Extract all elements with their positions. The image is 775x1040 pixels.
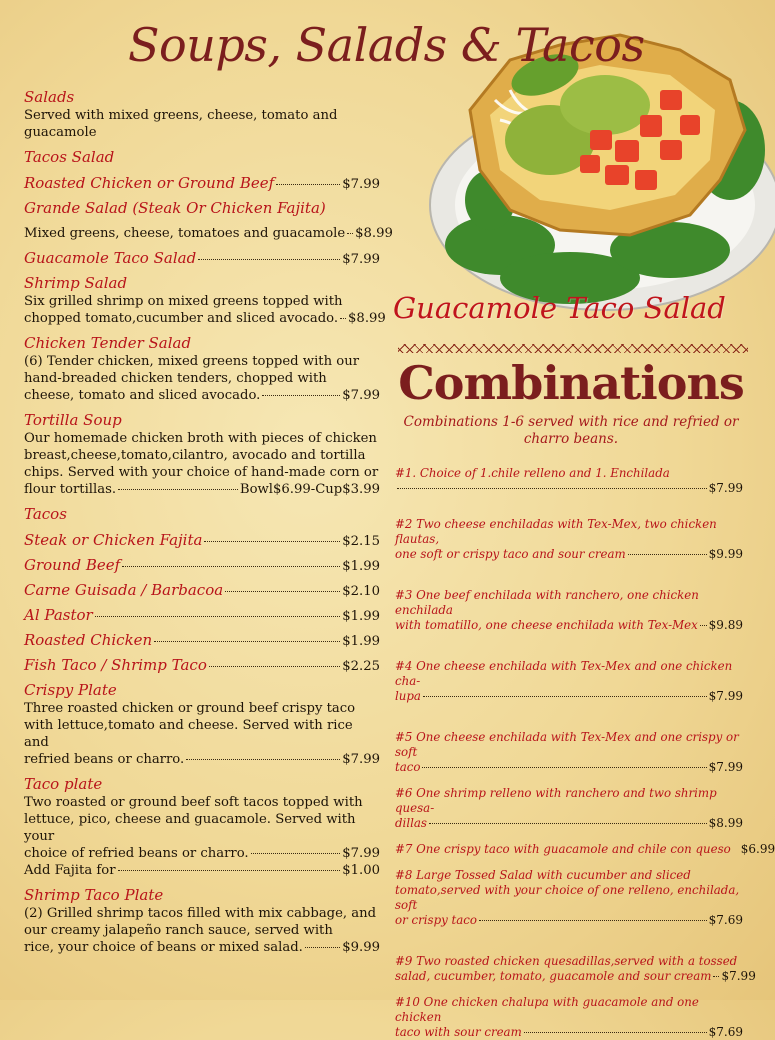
salads-section xyxy=(24,88,380,141)
item-name: Al Pastor xyxy=(24,606,93,624)
menu-row xyxy=(24,631,380,649)
item-price: $7.99 xyxy=(342,846,380,861)
menu-row xyxy=(24,751,380,768)
item-name: Roasted Chicken or Ground Beef xyxy=(24,174,275,192)
menu-row xyxy=(24,845,380,862)
menu-row xyxy=(24,606,380,624)
section-heading: Tacos Salad xyxy=(24,148,115,166)
item-description-last-line: flour tortillas. xyxy=(24,482,117,497)
combo-price: $7.69 xyxy=(708,913,743,927)
section-description: Our homemade chicken broth with pieces of chicken breast,cheese,tomato,cilantro, avocado and tortilla chips. Served with your choice of hand-made corn or xyxy=(24,431,379,480)
combo-last-line: with tomatillo, one cheese enchilada with Tex-Mex xyxy=(395,618,698,632)
left-menu-column xyxy=(24,88,393,963)
combo-text: #3 One beef enchilada with ranchero, one chicken enchilada xyxy=(395,588,699,617)
combo-last-line: salad, cucumber, tomato, guacamole and sour cream xyxy=(395,969,712,983)
item-price: $9.99 xyxy=(342,940,380,955)
combo-price: $6.99 xyxy=(740,842,775,856)
grande-salad-section xyxy=(24,199,380,218)
menu-row xyxy=(24,387,380,404)
item-price: Bowl$6.99-Cup$3.99 xyxy=(239,482,380,497)
tortilla-soup-section xyxy=(24,411,380,498)
combo-last-line: dillas xyxy=(395,816,427,830)
item-price: $8.99 xyxy=(348,311,386,326)
item-price: $1.99 xyxy=(342,609,380,624)
section-heading: Salads xyxy=(24,88,75,106)
combo-price: $8.99 xyxy=(708,816,743,830)
combo-item xyxy=(395,466,743,496)
menu-row xyxy=(24,656,380,674)
section-heading: Shrimp Taco Plate xyxy=(24,886,164,904)
item-name: Roasted Chicken xyxy=(24,631,153,649)
section-heading: Crispy Plate xyxy=(24,681,117,699)
item-price: $7.99 xyxy=(342,388,380,403)
item-price: $1.99 xyxy=(342,634,380,649)
section-description: Three roasted chicken or ground beef crispy taco with lettuce,tomato and cheese. Served with rice and xyxy=(24,701,356,750)
item-name: Mixed greens, cheese, tomatoes and guacamole xyxy=(24,226,346,241)
combo-last-line: taco with sour cream xyxy=(395,1025,522,1039)
section-heading: Chicken Tender Salad xyxy=(24,334,192,352)
combo-text: #9 Two roasted chicken quesadillas,served with a tossed xyxy=(395,954,738,968)
item-price: $7.99 xyxy=(342,177,380,192)
section-description: (6) Tender chicken, mixed greens topped with our hand-breaded chicken tenders, chopped with xyxy=(24,354,360,386)
item-description-last-line: refried beans or charro. xyxy=(24,752,185,767)
combo-last-line: one soft or crispy taco and sour cream xyxy=(395,547,626,561)
tacos-salad-section xyxy=(24,148,380,167)
combinations-list xyxy=(395,466,775,1040)
menu-row xyxy=(24,249,380,267)
combo-item xyxy=(395,842,775,857)
menu-row xyxy=(24,310,386,327)
combinations-subtitle: Combinations 1-6 served with rice and refried or charro beans. xyxy=(403,414,739,447)
section-heading: Tortilla Soup xyxy=(24,411,122,429)
section-heading: Shrimp Salad xyxy=(24,274,128,292)
tacos-section xyxy=(24,505,380,524)
combo-price: $7.99 xyxy=(708,481,743,495)
menu-row xyxy=(24,174,380,192)
combo-price: $9.99 xyxy=(708,547,743,561)
combo-item xyxy=(395,868,743,928)
combo-text: #2 Two cheese enchiladas with Tex-Mex, two chicken flautas, xyxy=(395,517,717,546)
item-name: Fish Taco / Shrimp Taco xyxy=(24,656,207,674)
item-name: Ground Beef xyxy=(24,556,121,574)
combo-text: #4 One cheese enchilada with Tex-Mex and one chicken cha- xyxy=(395,659,733,688)
crispy-plate-section xyxy=(24,681,380,768)
combo-price: $9.89 xyxy=(708,618,743,632)
shrimp-taco-plate-section xyxy=(24,886,380,956)
item-description-last-line: cheese, tomato and sliced avocado. xyxy=(24,388,261,403)
combo-item xyxy=(395,786,743,831)
item-name: Steak or Chicken Fajita xyxy=(24,531,203,549)
item-price: $2.25 xyxy=(342,659,380,674)
combo-text: #5 One cheese enchilada with Tex-Mex and one crispy or soft xyxy=(395,730,739,759)
combo-text: #1. Choice of 1.chile relleno and 1. Enchilada xyxy=(395,466,670,480)
menu-row xyxy=(24,939,380,956)
combo-item xyxy=(395,659,743,704)
item-price: $1.00 xyxy=(342,863,380,878)
menu-row xyxy=(24,531,380,549)
taco-plate-section xyxy=(24,775,380,862)
combo-item xyxy=(395,954,756,984)
section-heading: Tacos xyxy=(24,505,67,523)
combinations-title: Combinations xyxy=(398,356,744,410)
item-price: $7.99 xyxy=(342,252,380,267)
item-description-last-line: choice of refried beans or charro. xyxy=(24,846,249,861)
section-heading: Grande Salad (Steak Or Chicken Fajita) xyxy=(24,199,326,217)
shrimp-salad-section xyxy=(24,274,386,327)
item-price: $1.99 xyxy=(342,559,380,574)
menu-row xyxy=(24,581,380,599)
combo-price: $7.69 xyxy=(708,1025,743,1039)
combo-item xyxy=(395,517,743,562)
combo-last-line: #7 One crispy taco with guacamole and chile con queso xyxy=(395,842,731,856)
combo-last-line: or crispy taco xyxy=(395,913,478,927)
combo-text: #10 One chicken chalupa with guacamole and one chicken xyxy=(395,995,699,1024)
section-heading: Taco plate xyxy=(24,775,103,793)
photo-caption: Guacamole Taco Salad xyxy=(393,291,726,325)
item-description-last-line: chopped tomato,cucumber and sliced avocado. xyxy=(24,311,339,326)
combo-item xyxy=(395,995,743,1040)
chicken-tender-salad-section xyxy=(24,334,380,404)
combo-text: #6 One shrimp relleno with ranchero and two shrimp quesa- xyxy=(395,786,717,815)
combo-last-line: lupa xyxy=(395,689,421,703)
menu-row xyxy=(24,556,380,574)
item-name: Guacamole Taco Salad xyxy=(24,249,197,267)
section-description: Two roasted or ground beef soft tacos topped with lettuce, pico, cheese and guacamole. Served with your xyxy=(24,795,363,844)
item-name: Add Fajita for xyxy=(24,863,116,878)
item-price: $8.99 xyxy=(355,226,393,241)
section-description: (2) Grilled shrimp tacos filled with mix cabbage, and our creamy jalapeño ranch sauce, served with xyxy=(24,906,377,938)
item-name: Carne Guisada / Barbacoa xyxy=(24,581,224,599)
combo-price: $7.99 xyxy=(721,969,756,983)
decorative-divider xyxy=(398,344,748,353)
item-description-last-line: rice, your choice of beans or mixed salad. xyxy=(24,940,303,955)
menu-row xyxy=(24,225,393,242)
combo-last-line: taco xyxy=(395,760,421,774)
item-price: $2.10 xyxy=(342,584,380,599)
menu-row xyxy=(24,481,380,498)
page-title: Soups, Salads & Tacos xyxy=(128,18,645,72)
section-description: Served with mixed greens, cheese, tomato and guacamole xyxy=(24,108,338,140)
section-description: Six grilled shrimp on mixed greens topped with xyxy=(24,294,343,309)
item-price: $7.99 xyxy=(342,752,380,767)
combo-item xyxy=(395,730,743,775)
item-price: $2.15 xyxy=(342,534,380,549)
menu-row xyxy=(24,862,380,879)
combo-text: #8 Large Tossed Salad with cucumber and sliced tomato,served with your choice of one relleno, enchilada, soft xyxy=(395,868,740,912)
combo-item xyxy=(395,588,743,633)
combo-price: $7.99 xyxy=(708,760,743,774)
combo-price: $7.99 xyxy=(708,689,743,703)
